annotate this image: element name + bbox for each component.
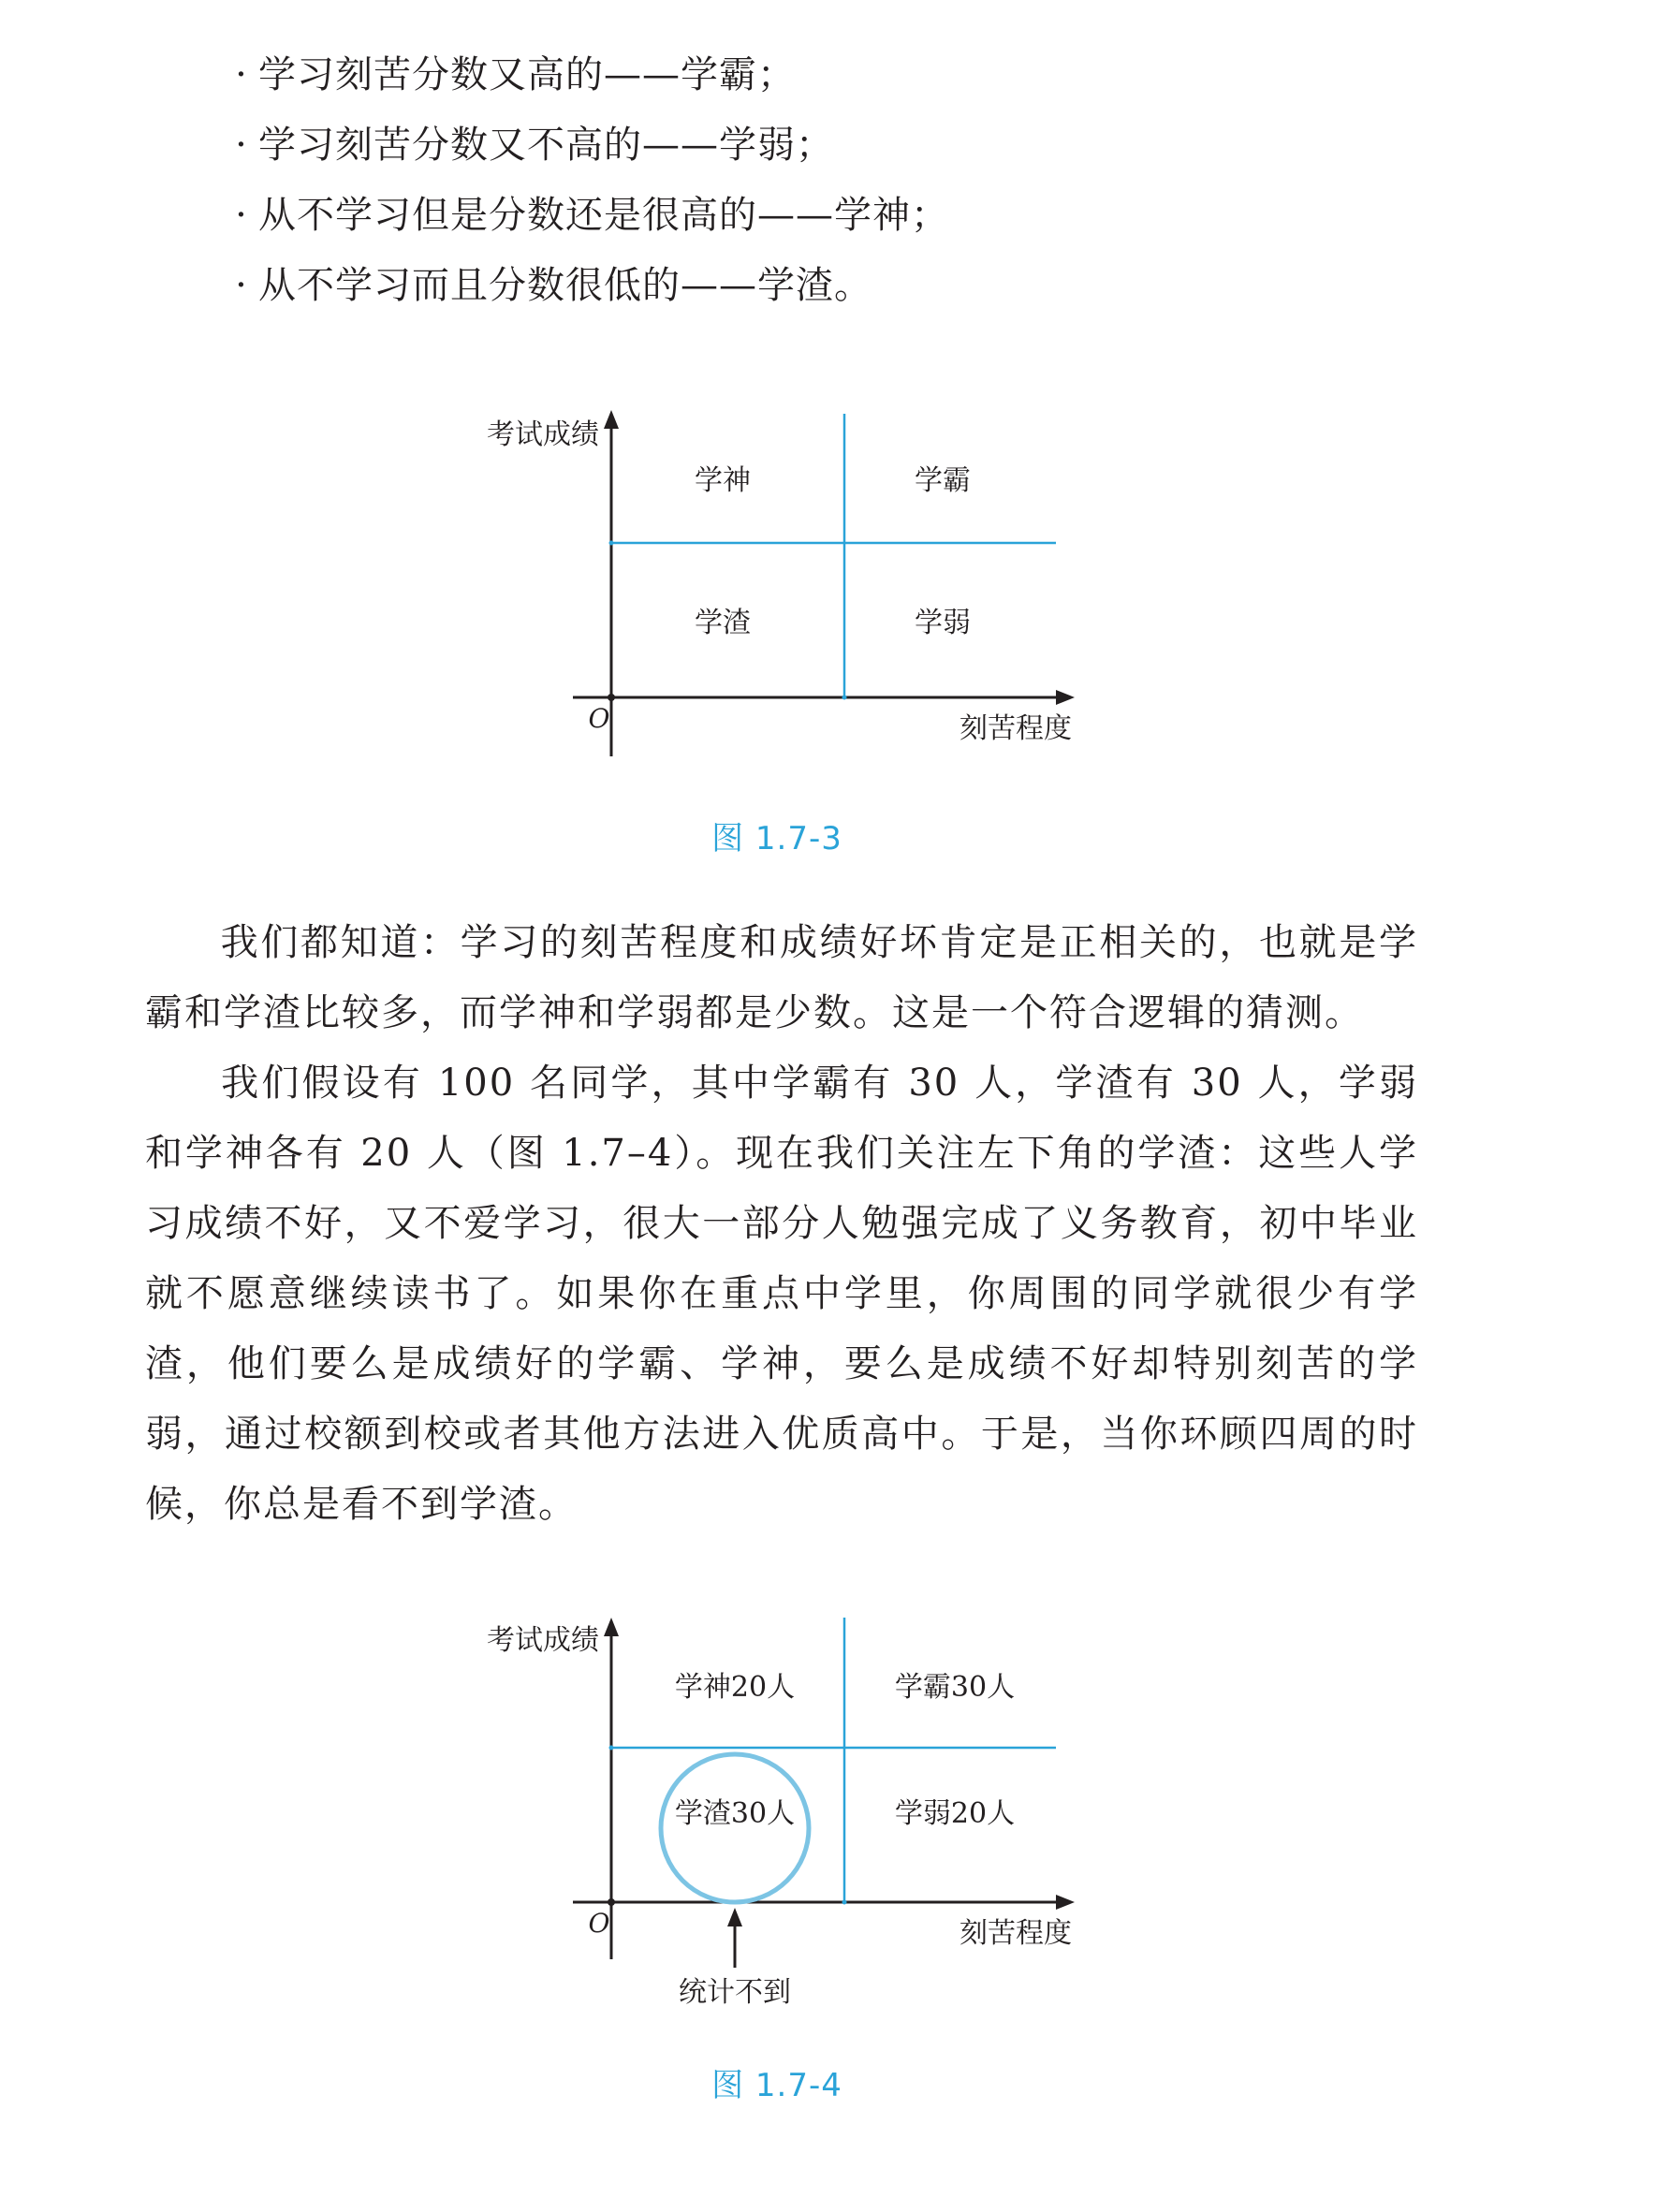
quadrant-label-bottom-right: 学弱20人	[894, 1797, 1016, 1830]
origin-point	[608, 1898, 615, 1906]
quadrant-label-top-left: 学神20人	[674, 1671, 796, 1704]
axis-tick	[609, 1746, 614, 1751]
axis-tick	[842, 1900, 847, 1905]
annotation-label: 统计不到	[679, 1976, 791, 2009]
quadrant-label-bottom-left: 学渣30人	[674, 1797, 796, 1830]
figure-caption: 图 1.7-4	[711, 2067, 842, 2104]
origin-label: O	[588, 1908, 610, 1939]
quadrant-label-bottom-right: 学弱	[915, 607, 971, 639]
quadrant-label-top-right: 学霸30人	[894, 1671, 1016, 1704]
x-axis-label: 刻苦程度	[960, 712, 1072, 745]
y-axis-label: 考试成绩	[487, 1624, 599, 1657]
x-axis-label: 刻苦程度	[960, 1917, 1072, 1950]
origin-label: O	[588, 703, 610, 734]
bullet-item: · 学习刻苦分数又不高的——学弱；	[225, 126, 949, 164]
bullet-item: · 从不学习而且分数很低的——学渣。	[225, 267, 949, 304]
bullet-marker: ·	[235, 53, 248, 96]
x-axis-arrow	[1056, 1895, 1075, 1910]
annotation-arrow-head	[727, 1908, 742, 1926]
body-paragraph: 我们都知道：学习的刻苦程度和成绩好坏肯定是正相关的，也就是学霸和学渣比较多，而学神和学弱都是少数。这是一个符合逻辑的猜测。	[145, 921, 1418, 1034]
y-axis-label: 考试成绩	[487, 418, 599, 451]
bullet-item: · 从不学习但是分数还是很高的——学神；	[225, 197, 949, 234]
figure-caption: 图 1.7-3	[711, 820, 842, 857]
bullet-marker: ·	[235, 264, 248, 307]
quadrant-label-top-left: 学神	[695, 464, 751, 497]
bullet-item: · 学习刻苦分数又高的——学霸；	[225, 56, 949, 94]
bullet-marker: ·	[235, 124, 248, 167]
bullet-marker: ·	[235, 194, 248, 237]
quadrant-label-top-right: 学霸	[915, 464, 971, 497]
quadrant-label-bottom-left: 学渣	[695, 607, 751, 639]
y-axis-arrow	[604, 1618, 619, 1636]
body-paragraph: 我们假设有 100 名同学，其中学霸有 30 人，学渣有 30 人，学弱和学神各有 20 人（图 1.7–4）。现在我们关注左下角的学渣：这些人学习成绩不好，又不爱学习，很大一部分人勉强完成了义务教育，初中毕业就不愿意继续读书了。如果你在重点中学里，你周围的同学就很少有学渣，他们要么是成绩好的学霸、学神，要么是成绩不好却特别刻苦的学弱，通过校额到校或者其他方法进入优质高中。于是，当你环顾四周的时候，你总是看不到学渣。	[145, 1062, 1418, 1526]
